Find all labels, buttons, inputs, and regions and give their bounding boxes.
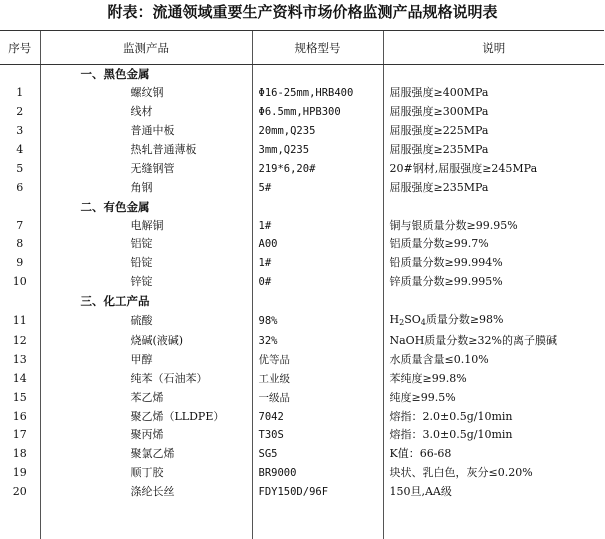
row-no: 5 (16, 161, 24, 175)
table-row (0, 216, 604, 235)
row-no (0, 502, 40, 521)
row-spec: 98% (252, 311, 383, 332)
row-desc: 铜与银质量分数≥99.95% (383, 216, 604, 235)
row-spec: 1# (252, 254, 383, 273)
row-spec: 20mm,Q235 (252, 122, 383, 141)
row-product: 螺纹钢 (40, 84, 252, 103)
row-product: 电解铜 (40, 216, 252, 235)
row-product: 烧碱(液碱) (40, 332, 252, 351)
row-no: 17 (12, 428, 27, 442)
header-spec: 规格型号 (252, 31, 383, 65)
row-no: 14 (12, 371, 27, 385)
row-desc: 纯度≥99.5% (383, 388, 604, 407)
table-row (0, 122, 604, 141)
row-desc: K值：66-68 (383, 445, 604, 464)
row-desc: 熔指：2.0±0.5g/10min (383, 407, 604, 426)
row-product (40, 502, 252, 521)
table-row (0, 445, 604, 464)
table-row (0, 178, 604, 197)
table-row (0, 502, 604, 521)
row-desc: 150旦,AA级 (383, 483, 604, 502)
table-row (0, 141, 604, 160)
section-row (0, 292, 604, 311)
header-no: 序号 (0, 31, 40, 65)
table-row (0, 84, 604, 103)
row-desc: $H_2SO_4$质量分数≥98% (383, 311, 604, 332)
section-title: 二、有色金属 (40, 197, 252, 216)
row-desc: 屈服强度≥400MPa (383, 84, 604, 103)
row-no: 13 (12, 352, 27, 366)
row-spec: 5# (252, 178, 383, 197)
row-spec: Φ6.5mm,HPB300 (252, 103, 383, 122)
row-spec: T30S (252, 426, 383, 445)
table-row (0, 103, 604, 122)
row-product: 铝锭 (40, 235, 252, 254)
row-no: 8 (16, 237, 24, 251)
row-desc: 屈服强度≥235MPa (383, 141, 604, 160)
row-spec: Φ16-25mm,HRB400 (252, 84, 383, 103)
row-no: 15 (12, 390, 27, 404)
row-desc: 苯纯度≥99.8% (383, 369, 604, 388)
row-no: 4 (16, 143, 24, 156)
table-row (0, 464, 604, 483)
row-product: 锌锭 (40, 273, 252, 292)
row-product: 普通中板 (40, 122, 252, 141)
row-product: 铅锭 (40, 254, 252, 273)
table-row (0, 273, 604, 292)
row-product: 苯乙烯 (40, 388, 252, 407)
row-spec: SG5 (252, 445, 383, 464)
row-product: 涤纶长丝 (40, 483, 252, 502)
table-row (0, 235, 604, 254)
row-no: 2 (16, 105, 24, 119)
section-title: 三、化工产品 (40, 292, 252, 311)
row-spec: 0# (252, 273, 383, 292)
row-spec: BR9000 (252, 464, 383, 483)
table-row (0, 388, 604, 407)
header-desc: 说明 (383, 31, 604, 65)
section-row (0, 65, 604, 84)
row-spec: 一级品 (252, 388, 383, 407)
row-no: 18 (12, 447, 27, 461)
table-row (0, 350, 604, 369)
row-no: 3 (16, 124, 24, 138)
row-product: 线材 (40, 103, 252, 122)
row-no: 19 (12, 466, 27, 480)
table-row (0, 426, 604, 445)
row-product: 聚丙烯 (40, 426, 252, 445)
row-spec: 219*6,20# (252, 159, 383, 178)
row-desc: NaOH质量分数≥32%的离子膜碱 (383, 332, 604, 351)
page-title: 附表：流通领域重要生产资料市场价格监测产品规格说明表 (107, 3, 498, 21)
row-product: 纯苯（石油苯） (40, 369, 252, 388)
table-row (0, 332, 604, 351)
row-product: 无缝钢管 (40, 159, 252, 178)
row-product: 甲醇 (40, 350, 252, 369)
row-spec: 优等品 (252, 350, 383, 369)
row-desc: 块状、乳白色，灰分≤0.20% (383, 464, 604, 483)
row-spec (252, 502, 383, 521)
header-product: 监测产品 (40, 31, 252, 65)
row-desc: 锌质量分数≥99.995% (383, 273, 604, 292)
row-no: 20 (12, 485, 27, 499)
row-spec: A00 (252, 235, 383, 254)
row-spec: FDY150D/96F (252, 483, 383, 502)
table-row (0, 254, 604, 273)
table-row (0, 407, 604, 426)
row-product: 顺丁胶 (40, 464, 252, 483)
row-no: 12 (12, 334, 27, 348)
row-desc: 20#钢材,屈服强度≥245MPa (383, 159, 604, 178)
row-spec: 7042 (252, 407, 383, 426)
row-no: 9 (16, 256, 24, 270)
row-spec: 工业级 (252, 369, 383, 388)
row-no: 16 (12, 409, 27, 423)
row-product: 角钢 (40, 178, 252, 197)
row-no: 1 (16, 86, 24, 100)
row-desc (383, 502, 604, 521)
row-product: 聚氯乙烯 (40, 445, 252, 464)
row-desc: 铝质量分数≥99.7% (383, 235, 604, 254)
row-spec: 32% (252, 332, 383, 351)
row-spec: 3mm,Q235 (252, 141, 383, 160)
row-no: 10 (12, 275, 27, 289)
row-product: 硫酸 (40, 311, 252, 332)
row-desc: 熔指：3.0±0.5g/10min (383, 426, 604, 445)
row-no: 11 (12, 314, 27, 328)
row-product: 聚乙烯（LLDPE） (40, 407, 252, 426)
section-row (0, 197, 604, 216)
spec-table (0, 30, 604, 539)
row-spec: 1# (252, 216, 383, 235)
row-desc: 水质量含量≤0.10% (383, 350, 604, 369)
section-row (0, 520, 604, 539)
section-title: 一、黑色金属 (40, 65, 252, 84)
table-row (0, 311, 604, 332)
table-row (0, 159, 604, 178)
row-no: 6 (16, 180, 24, 194)
section-title (40, 520, 252, 539)
table-row (0, 369, 604, 388)
table-row (0, 483, 604, 502)
row-desc: 屈服强度≥300MPa (383, 103, 604, 122)
row-no: 7 (16, 218, 24, 232)
row-desc: 屈服强度≥225MPa (383, 122, 604, 141)
row-product: 热轧普通薄板 (40, 141, 252, 160)
row-desc: 屈服强度≥235MPa (383, 178, 604, 197)
table-header-row (0, 31, 604, 65)
row-desc: 铅质量分数≥99.994% (383, 254, 604, 273)
